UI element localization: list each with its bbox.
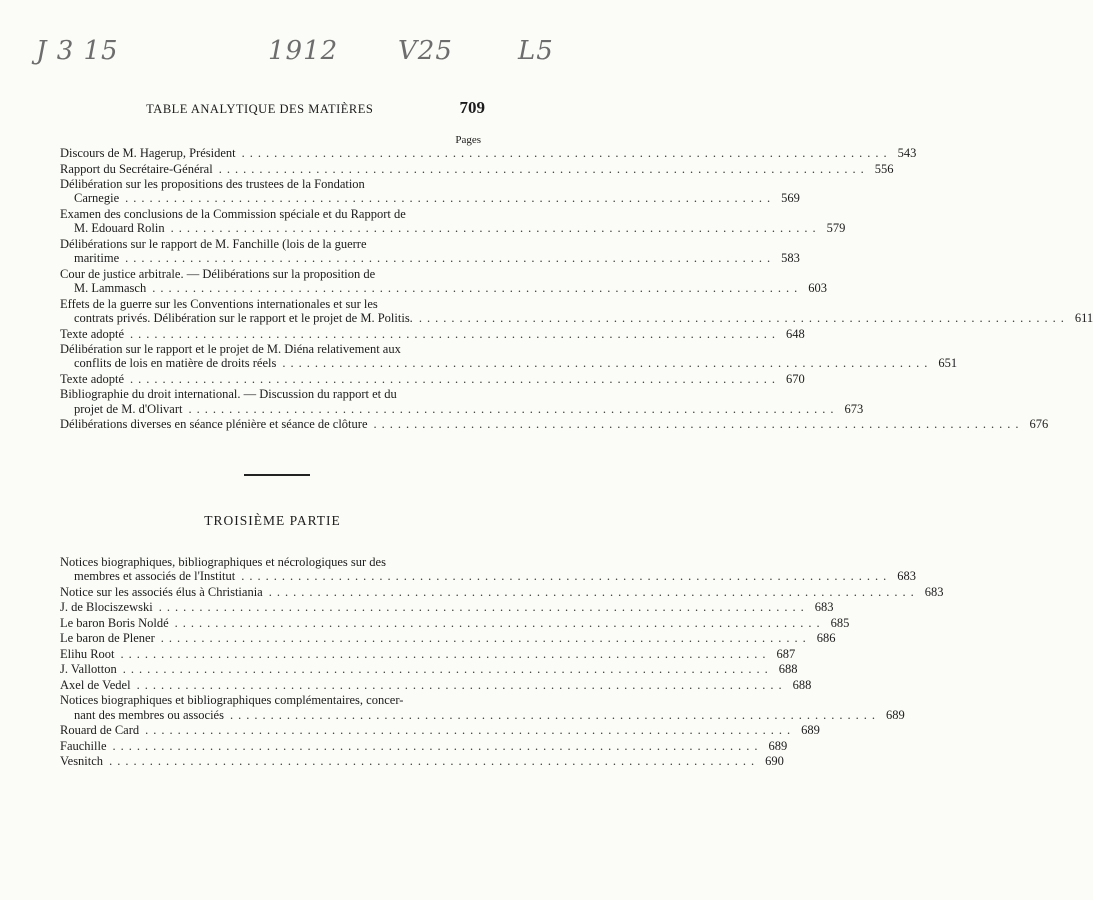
toc-entry	[60, 754, 784, 769]
toc-entry-text: Rapport du Secrétaire-Général	[60, 161, 213, 176]
dot-leader: ................................................................................	[125, 191, 776, 206]
toc-entry-text: Discours de M. Hagerup, Président	[60, 146, 236, 160]
dot-leader: ................................................................................	[282, 356, 933, 371]
toc-page-number: 673	[844, 401, 864, 416]
toc-page-number: 688	[778, 662, 798, 677]
toc-page-number: 689	[885, 707, 905, 722]
toc-entry	[60, 738, 788, 753]
toc-entry	[60, 387, 864, 416]
toc-entry-text: Le baron de Plener	[60, 631, 155, 646]
toc-entry-text: Rouard de Card	[60, 723, 140, 738]
toc-entry-text: Délibération sur le rapport et le projet de M. Diéna relativement aux	[60, 342, 401, 357]
toc-entry-text: Examen des conclusions de la Commission spéciale et du Rapport de	[60, 206, 406, 221]
toc-entry-text: M. Edouard Rolin	[74, 221, 165, 236]
toc-list	[60, 146, 1093, 432]
toc-page-number: 583	[781, 251, 800, 266]
handwritten-note: L5	[518, 36, 554, 66]
toc-page-number: 685	[830, 615, 850, 630]
toc-page-number: 683	[924, 584, 944, 599]
toc-entry-text: Bibliographie du droit international. — Discussion du rapport et du	[60, 387, 397, 402]
page-header	[60, 98, 485, 118]
toc-entry-text: M. Lammasch	[74, 281, 147, 296]
toc-entry	[60, 555, 916, 584]
toc-page-number: 676	[1029, 417, 1049, 432]
dot-leader: ................................................................................	[170, 221, 821, 236]
toc-entry-text: Effets de la guerre sur les Conventions internationales et sur les	[60, 296, 378, 311]
toc-entry-text: membres et associés de l'Institut	[74, 569, 236, 584]
toc-entry-text: Texte adopté	[60, 371, 125, 386]
dot-leader: ................................................................................	[109, 754, 760, 769]
dot-leader: ................................................................................	[241, 569, 892, 584]
toc-entry	[60, 146, 917, 160]
toc-entry-text: Le baron Boris Noldé	[60, 615, 169, 630]
toc-entry-text: Carnegie	[74, 191, 120, 206]
toc-page-number: 579	[826, 221, 846, 236]
handwritten-note: V25	[398, 36, 453, 66]
toc-entry-text: J. de Bloсiszewski	[60, 600, 153, 615]
toc-entry-text: Délibérations sur le rapport de M. Fanchille (lois de la guerre	[60, 236, 367, 251]
toc-entry	[60, 266, 827, 296]
toc-entry-text: projet de M. d'Olivart	[74, 401, 183, 416]
toc-section-two	[60, 134, 1093, 433]
toc-page-number: 651	[938, 356, 958, 371]
toc-entry-text: Délibération sur les propositions des trustees de la Fondation	[60, 177, 365, 191]
dot-leader: ................................................................................	[174, 615, 825, 630]
toc-entry	[60, 206, 846, 236]
toc-entry	[60, 723, 820, 738]
toc-page-number: 556	[874, 161, 894, 176]
toc-entry-text: Vesnitch	[60, 754, 104, 769]
toc-entry	[60, 662, 798, 677]
dot-leader: ................................................................................	[158, 600, 809, 615]
dot-leader: ................................................................................	[229, 707, 880, 722]
toc-page-number: 603	[808, 281, 827, 296]
page-title: TABLE ANALYTIQUE DES MATIÈRES	[146, 102, 374, 116]
dot-leader: ................................................................................	[130, 371, 781, 386]
toc-entry	[60, 236, 800, 266]
toc-page-number: 543	[897, 146, 917, 160]
toc-page-number: 683	[897, 569, 916, 584]
toc-entry-text: Fauchille	[60, 738, 107, 753]
toc-page-number: 611	[1074, 311, 1093, 326]
toc-page-number: 683	[814, 600, 834, 615]
page-number: 709	[459, 98, 485, 117]
section-divider	[244, 474, 310, 476]
dot-leader: ................................................................................	[160, 631, 811, 646]
dot-leader: ................................................................................	[130, 326, 781, 341]
toc-page-number: 648	[786, 326, 805, 341]
toc-entry-text: Notices biographiques et bibliographiques complémentaires, concer-	[60, 693, 404, 708]
dot-leader: ................................................................................	[112, 738, 763, 753]
toc-page-number: 670	[786, 371, 805, 386]
dot-leader: ................................................................................	[152, 281, 803, 296]
toc-entry	[60, 296, 1093, 326]
handwritten-annotations	[36, 36, 576, 76]
toc-entry-text: Axel de Vedel	[60, 677, 131, 692]
toc-entry-text: maritime	[74, 251, 120, 266]
dot-leader: ................................................................................	[418, 311, 1069, 326]
toc-entry-text: Cour de justice arbitrale. — Délibérations sur la proposition de	[60, 266, 376, 281]
dot-leader: ................................................................................	[120, 646, 771, 661]
toc-entry-text: Délibérations diverses en séance plénière et séance de clôture	[60, 417, 368, 432]
toc-entry	[60, 646, 796, 661]
dot-leader: ................................................................................	[122, 662, 773, 677]
dot-leader: ................................................................................	[241, 146, 892, 160]
toc-page-number: 686	[816, 631, 836, 646]
handwritten-note: J 3 15	[36, 36, 119, 66]
toc-page-number: 690	[765, 754, 784, 769]
toc-section-three	[60, 555, 944, 770]
toc-entry-text: nant des membres ou associés	[74, 707, 224, 722]
toc-entry-text: contrats privés. Délibération sur le rapport et le projet de M. Politis.	[74, 311, 413, 326]
toc-entry	[60, 693, 905, 722]
dot-leader: ................................................................................	[125, 251, 776, 266]
toc-entry-text: conflits de lois en matière de droits réels	[74, 356, 277, 371]
toc-page-number: 687	[776, 646, 796, 661]
toc-entry	[60, 677, 812, 692]
toc-page-number: 688	[792, 677, 812, 692]
handwritten-note: 1912	[268, 36, 339, 66]
dot-leader: ................................................................................	[373, 417, 1024, 432]
dot-leader: ................................................................................	[268, 584, 919, 599]
toc-entry	[60, 161, 894, 176]
pages-column-label: Pages	[455, 134, 481, 146]
toc-entry	[60, 177, 800, 206]
dot-leader: ................................................................................	[218, 161, 869, 176]
toc-entry	[60, 615, 850, 630]
toc-page-number: 569	[781, 191, 800, 206]
toc-entry-text: Notices biographiques, bibliographiques et nécrologiques sur des	[60, 555, 386, 569]
toc-entry-text: Notice sur les associés élus à Christiania	[60, 584, 263, 599]
toc-entry-text: J. Vallotton	[60, 662, 117, 677]
toc-entry	[60, 631, 836, 646]
dot-leader: ................................................................................	[188, 401, 839, 416]
toc-entry	[60, 326, 805, 341]
toc-entry	[60, 417, 1049, 432]
toc-entry-text: Texte adopté	[60, 326, 125, 341]
toc-entry	[60, 371, 805, 386]
toc-entry	[60, 342, 958, 371]
dot-leader: ................................................................................	[145, 723, 796, 738]
toc-page-number: 689	[801, 723, 820, 738]
toc-entry	[60, 600, 834, 615]
part-title: TROISIÈME PARTIE	[204, 513, 341, 528]
toc-list	[60, 555, 944, 769]
toc-page-number: 689	[768, 738, 788, 753]
toc-entry-text: Elihu Root	[60, 646, 115, 661]
toc-entry	[60, 584, 944, 599]
dot-leader: ................................................................................	[136, 677, 787, 692]
